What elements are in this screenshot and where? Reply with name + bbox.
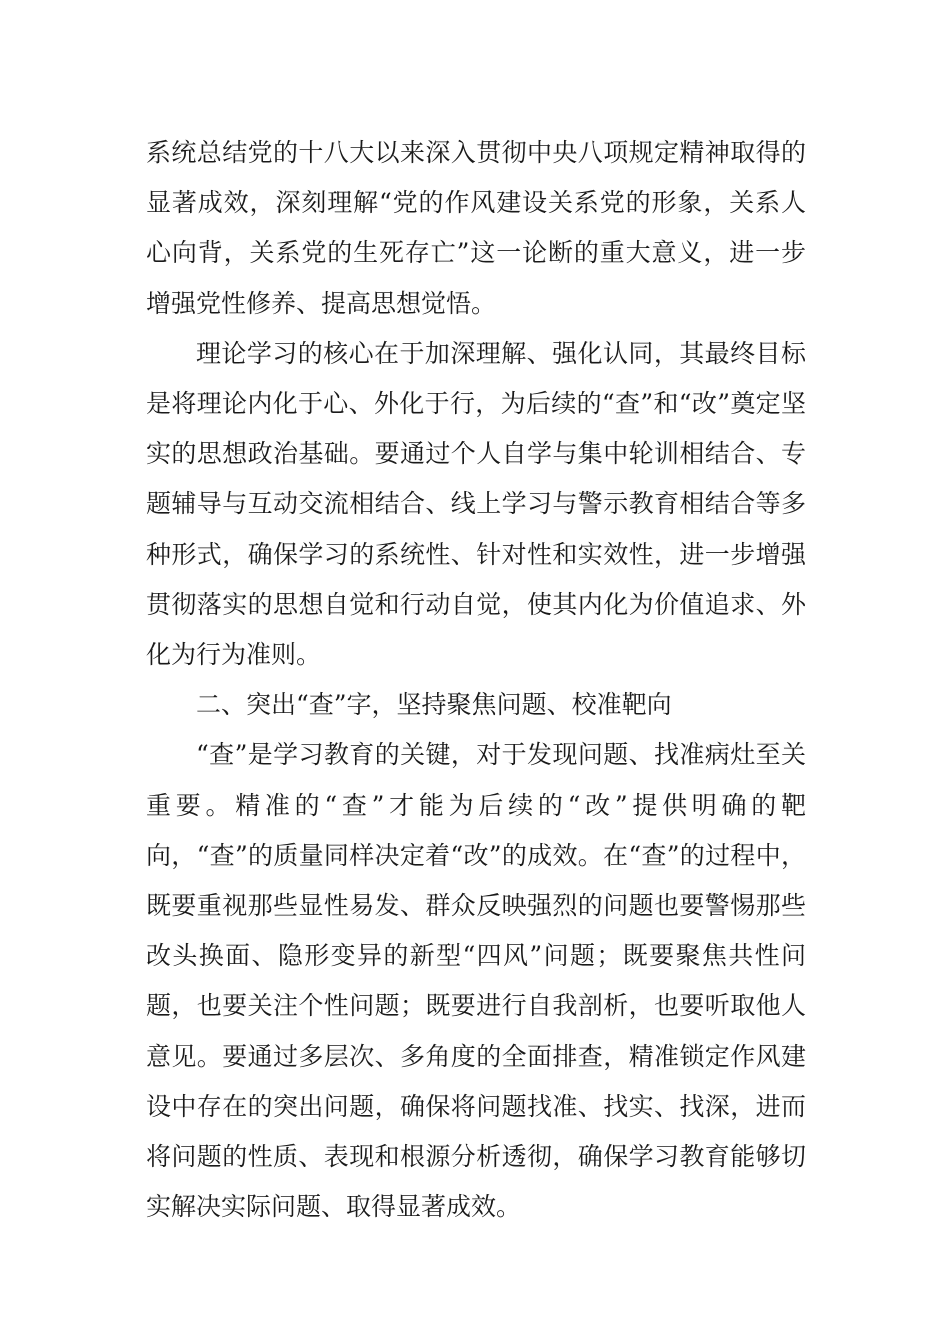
paragraph-theory-study: 理论学习的核心在于加深理解、强化认同，其最终目标是将理论内化于心、外化于行，为后续的“查”和“改”奠定坚实的思想政治基础。要通过个人自学与集中轮训相结合、专题辅导与互动交流相结合、线上学习与警示教育相结合等多种形式，确保学习的系统性、针对性和实效性，进一步增强贯彻落实的思想自觉和行动自觉，使其内化为价值追求、外化为行为准则。 — [146, 338, 806, 670]
paragraph-continuation: 系统总结党的十八大以来深入贯彻中央八项规定精神取得的显著成效，深刻理解“党的作风建设关系党的形象，关系人心向背，关系党的生死存亡”这一论断的重大意义，进一步增强党性修养、提高思想觉悟。 — [146, 138, 806, 318]
document-body — [146, 128, 806, 1232]
section-heading: 二、突出“查”字，坚持聚焦问题、校准靶向 — [196, 690, 672, 720]
paragraph-inspection: “查”是学习教育的关键，对于发现问题、找准病灶至关重要。精准的“查”才能为后续的“改”提供明确的靶向，“查”的质量同样决定着“改”的成效。在“查”的过程中，既要重视那些显性易发、群众反映强烈的问题也要警惕那些改头换面、隐形变异的新型“四风”问题；既要聚焦共性问题，也要关注个性问题；既要进行自我剖析，也要听取他人意见。要通过多层次、多角度的全面排查，精准锁定作风建设中存在的突出问题，确保将问题找准、找实、找深，进而将问题的性质、表现和根源分析透彻，确保学习教育能够切实解决实际问题、取得显著成效。 — [146, 740, 806, 1222]
